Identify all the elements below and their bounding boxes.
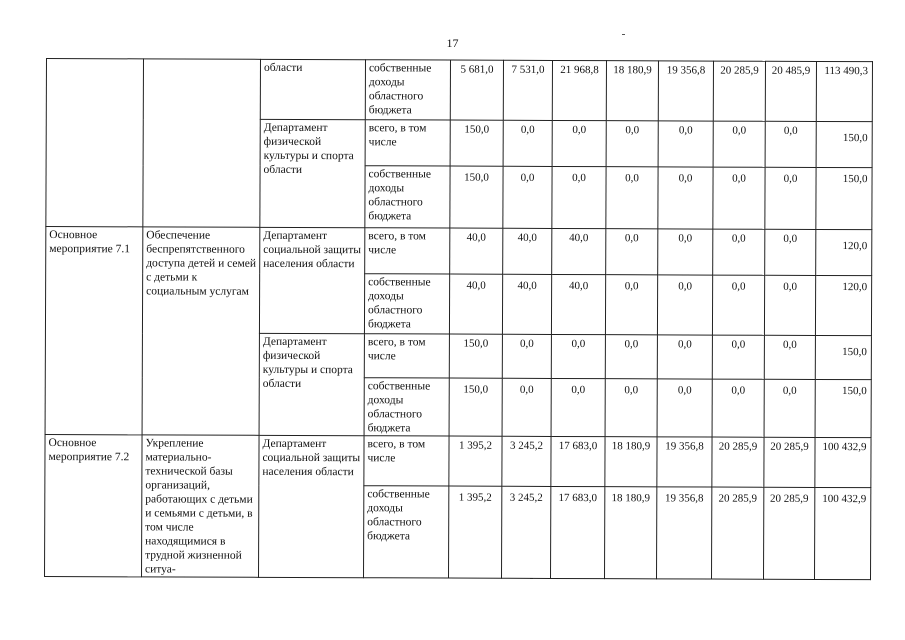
value-cell: 0,0 bbox=[606, 229, 658, 275]
value-cell: 0,0 bbox=[713, 229, 765, 275]
value-cell: 18 180,9 bbox=[605, 437, 657, 487]
value-cell: 20 285,9 bbox=[713, 61, 765, 121]
value-cell: 0,0 bbox=[657, 379, 712, 437]
executor-cell: Департамент социальной защиты населения области bbox=[259, 435, 365, 577]
program-table-sheet bbox=[44, 58, 872, 575]
value-cell: 3 245,2 bbox=[502, 486, 551, 578]
funding-source-cell: собственные доходы областного бюджета bbox=[365, 166, 450, 228]
value-cell: 0,0 bbox=[606, 167, 658, 229]
value-cell: 40,0 bbox=[450, 228, 503, 274]
value-cell: 150,0 bbox=[450, 120, 503, 166]
executor-cell: Департамент физической культуры и спорта области bbox=[259, 333, 364, 435]
value-cell: 0,0 bbox=[713, 167, 765, 229]
value-cell: 17 683,0 bbox=[551, 436, 605, 486]
value-cell: 3 245,2 bbox=[502, 436, 551, 486]
total-cell: 150,0 bbox=[816, 121, 872, 167]
value-cell: 20 285,9 bbox=[712, 487, 764, 579]
program-funding-table bbox=[44, 58, 873, 580]
value-cell: 0,0 bbox=[502, 378, 551, 436]
value-cell: 19 356,8 bbox=[657, 487, 712, 579]
total-cell: 150,0 bbox=[815, 379, 871, 437]
value-cell: 20 485,9 bbox=[765, 61, 816, 121]
value-cell: 0,0 bbox=[764, 335, 815, 379]
value-cell: 0,0 bbox=[712, 275, 764, 335]
value-cell: 5 681,0 bbox=[450, 60, 503, 120]
value-cell: 7 531,0 bbox=[503, 60, 552, 120]
value-cell: 40,0 bbox=[503, 228, 552, 274]
funding-source-cell: всего, в том числе bbox=[364, 436, 449, 486]
value-cell: 0,0 bbox=[658, 121, 713, 167]
value-cell: 0,0 bbox=[551, 334, 605, 378]
executor-cell: области bbox=[260, 59, 365, 119]
value-cell: 21 968,8 bbox=[552, 60, 606, 120]
value-cell: 150,0 bbox=[449, 378, 502, 436]
value-cell: 0,0 bbox=[764, 275, 815, 335]
page-number: 17 bbox=[446, 36, 459, 50]
executor-cell: Департамент физической культуры и спорта области bbox=[260, 119, 365, 227]
value-cell: 0,0 bbox=[552, 166, 606, 228]
value-cell: 0,0 bbox=[606, 121, 658, 167]
table-row bbox=[46, 59, 872, 122]
value-cell: 40,0 bbox=[552, 228, 606, 274]
value-cell: 19 356,8 bbox=[657, 437, 712, 487]
description-cell bbox=[143, 59, 261, 227]
total-cell: 100 432,9 bbox=[815, 488, 871, 580]
value-cell: 40,0 bbox=[551, 274, 605, 334]
executor-cell: Департамент социальной защиты населения области bbox=[259, 227, 364, 333]
scan-speck bbox=[622, 34, 625, 35]
total-cell: 150,0 bbox=[815, 335, 871, 379]
value-cell: 0,0 bbox=[503, 120, 552, 166]
funding-source-cell: собственные доходы областного бюджета bbox=[364, 486, 449, 578]
value-cell: 20 285,9 bbox=[712, 437, 764, 487]
value-cell: 0,0 bbox=[552, 120, 606, 166]
value-cell: 1 395,2 bbox=[449, 436, 502, 486]
value-cell: 0,0 bbox=[503, 166, 552, 228]
value-cell: 0,0 bbox=[765, 167, 816, 229]
funding-source-cell: всего, в том числе bbox=[364, 334, 449, 378]
table-row bbox=[45, 434, 871, 487]
description-cell: Укрепление материально-технической базы организаций, работающих с детьми и семьями с детьми, в том числе находящимися в трудной жизненной ситуа- bbox=[142, 435, 260, 577]
value-cell: 0,0 bbox=[551, 378, 605, 436]
value-cell: 0,0 bbox=[658, 167, 713, 229]
value-cell: 150,0 bbox=[449, 334, 502, 378]
value-cell: 150,0 bbox=[450, 166, 503, 228]
funding-source-cell: всего, в том числе bbox=[365, 120, 450, 166]
value-cell: 17 683,0 bbox=[551, 487, 605, 579]
value-cell: 0,0 bbox=[605, 335, 657, 379]
total-cell: 100 432,9 bbox=[815, 437, 871, 487]
value-cell: 20 285,9 bbox=[764, 487, 815, 579]
event-cell bbox=[46, 59, 144, 227]
value-cell: 0,0 bbox=[657, 275, 712, 335]
total-cell: 120,0 bbox=[815, 275, 871, 335]
value-cell: 0,0 bbox=[713, 121, 765, 167]
value-cell: 19 356,8 bbox=[658, 61, 713, 121]
value-cell: 0,0 bbox=[502, 334, 551, 378]
value-cell: 0,0 bbox=[605, 275, 657, 335]
value-cell: 20 285,9 bbox=[764, 437, 815, 487]
value-cell: 0,0 bbox=[765, 121, 816, 167]
value-cell: 40,0 bbox=[502, 274, 551, 334]
value-cell: 40,0 bbox=[449, 274, 502, 334]
value-cell: 0,0 bbox=[712, 379, 764, 437]
value-cell: 0,0 bbox=[764, 379, 815, 437]
funding-source-cell: собственные доходы областного бюджета bbox=[365, 60, 450, 120]
value-cell: 18 180,9 bbox=[606, 61, 658, 121]
event-cell: Основное мероприятие 7.1 bbox=[45, 227, 143, 435]
value-cell: 0,0 bbox=[658, 229, 713, 275]
value-cell: 0,0 bbox=[765, 229, 816, 275]
value-cell: 18 180,9 bbox=[605, 487, 657, 579]
total-cell: 113 490,3 bbox=[816, 61, 872, 121]
table-row bbox=[46, 227, 872, 276]
description-cell: Обеспечение беспрепятственного доступа детей и семей с детьми к социальным услугам bbox=[142, 227, 260, 435]
funding-source-cell: всего, в том числе bbox=[365, 228, 450, 274]
value-cell: 0,0 bbox=[605, 379, 657, 437]
total-cell: 120,0 bbox=[816, 229, 872, 275]
value-cell: 1 395,2 bbox=[449, 486, 502, 578]
value-cell: 0,0 bbox=[657, 335, 712, 379]
event-cell: Основное мероприятие 7.2 bbox=[45, 434, 143, 576]
value-cell: 0,0 bbox=[712, 335, 764, 379]
funding-source-cell: собственные доходы областного бюджета bbox=[364, 378, 449, 436]
total-cell: 150,0 bbox=[816, 167, 872, 229]
funding-source-cell: собственные доходы областного бюджета bbox=[364, 274, 449, 334]
